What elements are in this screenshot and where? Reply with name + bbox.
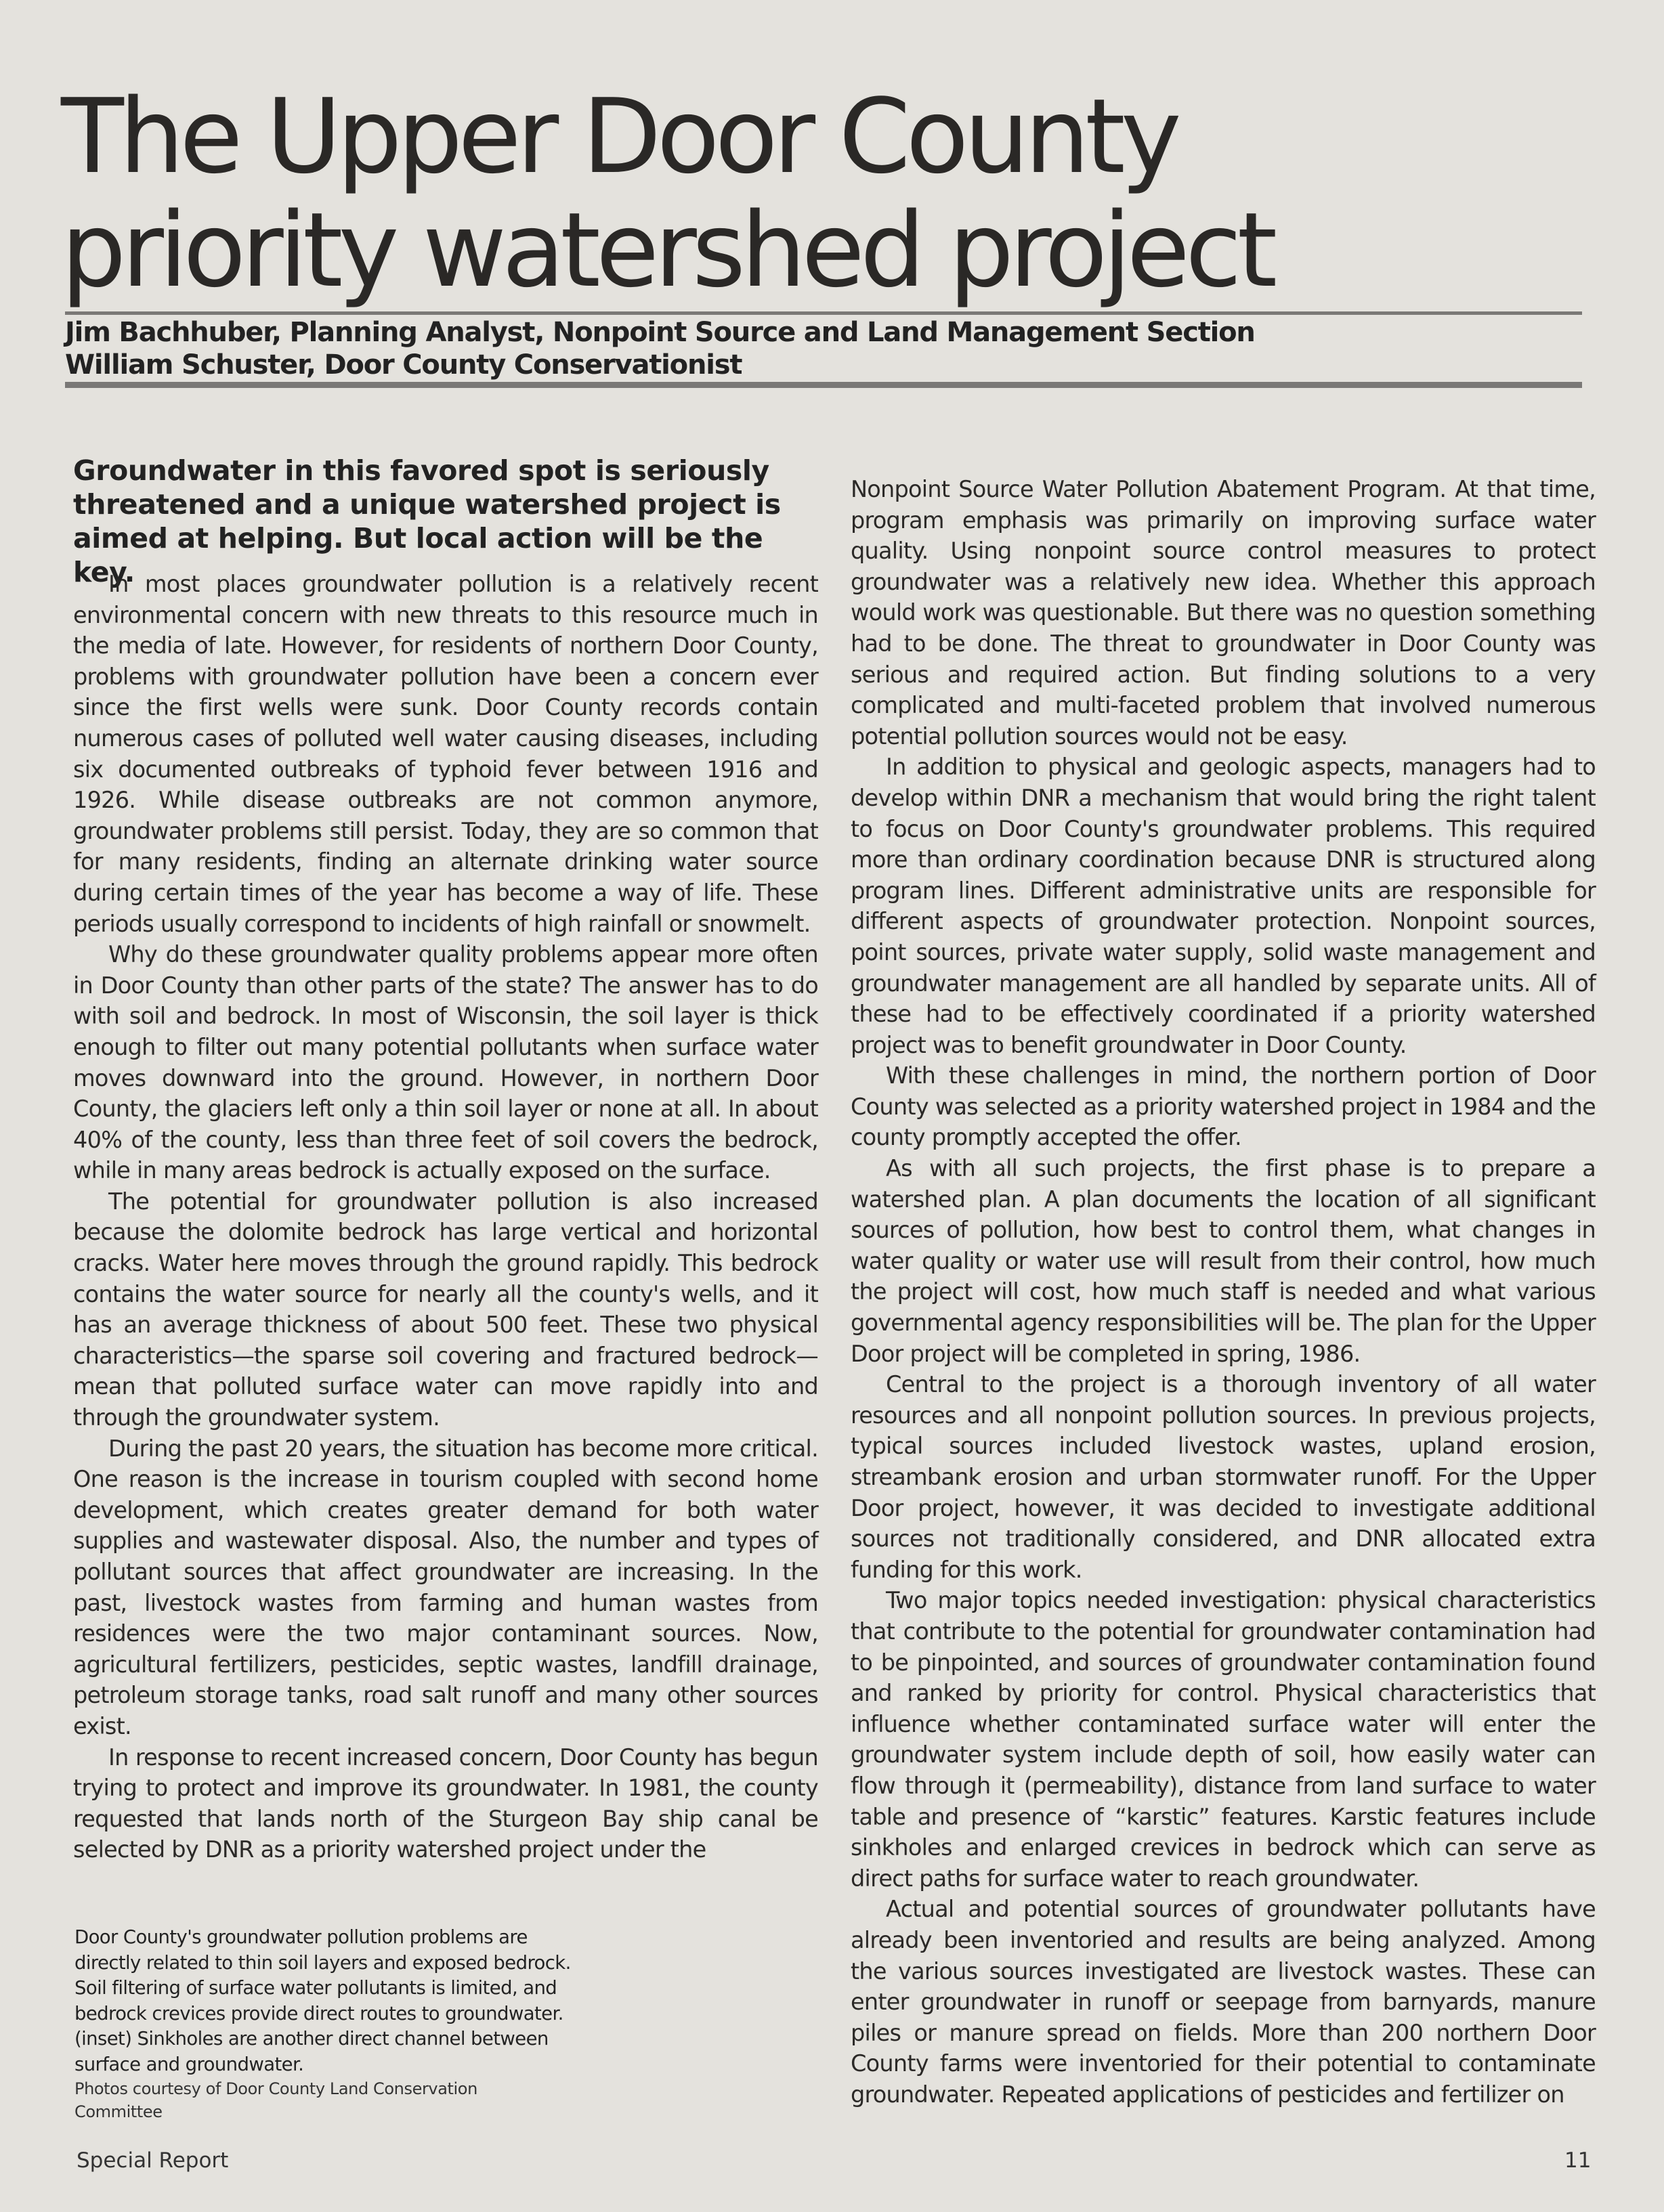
footer-section-label: Special Report [77,2148,229,2173]
title-line-2: priority watershed project [61,190,1273,310]
body-paragraph: Central to the project is a thorough inventory of all water resources and all nonpoint pollution sources. In previous projects, typical sources included livestock wastes, upland erosion, streambank erosion and urban stormwater runoff. For the Upper Door project, however, it was decided to investigate additional sources not traditionally considered, and DNR allocated extra funding for this work. [851,1371,1596,1583]
author-2: William Schuster, Door County Conservationist [65,349,742,381]
body-paragraph: With these challenges in mind, the northern portion of Door County was selected as a priority watershed project in 1984 and the county promptly accepted the offer. [851,1062,1596,1151]
body-paragraph: In most places groundwater pollution is a relatively recent environmental concern with new threats to this resource much in the media of late. However, for residents of northern Door County, problems with groundwater pollution have been a concern ever since the first wells were sunk. Door County records contain numerous cases of polluted well water causing diseases, including six documented outbreaks of typhoid fever between 1916 and 1926. While disease outbreaks are not common anymore, groundwater problems still persist. Today, they are so common that for many residents, finding an alternate drinking water source during certain times of the year has become a way of life. These periods usually correspond to incidents of high rainfall or snowmelt. [73,571,818,937]
page-title [61,77,1585,310]
photo-caption: Door County's groundwater pollution problems are directly related to thin soil layers and exposed bedrock. Soil filtering of surface water pollutants is limited, and bedrock crevices provide direct routes to groundwater. (inset) Sinkholes are another direct channel between surface and groundwater. [74,1926,571,2075]
body-paragraph: The potential for groundwater pollution is also increased because the dolomite bedrock has large vertical and horizontal cracks. Water here moves through the ground rapidly. This bedrock contains the water source for nearly all the county's wells, and it has an average thickness of about 500 feet. These two physical characteristics—the sparse soil covering and fractured bedrock—mean that polluted surface water can move rapidly into and through the groundwater system. [73,1188,818,1431]
body-paragraph: Actual and potential sources of groundwater pollutants have already been inventoried and results are being analyzed. Among the various sources investigated are livestock wastes. These can enter groundwater in runoff or seepage from barnyards, manure piles or manure spread on fields. More than 200 northern Door County farms were inventoried for their potential to contaminate groundwater. Repeated applications of pesticides and fertilizer on [851,1896,1596,2108]
body-paragraph: Why do these groundwater quality problems appear more often in Door County than other parts of the state? The answer has to do with soil and bedrock. In most of Wisconsin, the soil layer is thick enough to filter out many potential pollutants when surface water moves downward into the ground. However, in northern Door County, the glaciers left only a thin soil layer or none at all. In about 40% of the county, less than three feet of soil covers the bedrock, while in many areas bedrock is actually exposed on the surface. [73,941,818,1184]
body-paragraph: In response to recent increased concern, Door County has begun trying to protect and improve its groundwater. In 1981, the county requested that lands north of the Sturgeon Bay ship canal be selected by DNR as a priority watershed project under the [73,1743,818,1863]
body-paragraph: As with all such projects, the first phase is to prepare a watershed plan. A plan documents the location of all significant sources of pollution, how best to control them, what changes in water quality or water use will result from their control, how much the project will cost, how much staff is needed and what various governmental agency responsibilities will be. The plan for the Upper Door project will be completed in spring, 1986. [851,1155,1596,1367]
left-column [73,569,818,1865]
page-number: 11 [1564,2148,1592,2173]
body-paragraph: During the past 20 years, the situation has become more critical. One reason is the increase in tourism coupled with second home development, which creates greater demand for both water supplies and wastewater disposal. Also, the number and types of pollutant sources that affect groundwater are increasing. In the past, livestock wastes from farming and human wastes from residences were the two major contaminant sources. Now, agricultural fertilizers, pesticides, septic wastes, landfill drainage, petroleum storage tanks, road salt runoff and many other sources exist. [73,1435,818,1739]
right-column [851,474,1596,2110]
lede-paragraph: Groundwater in this favored spot is seriously threatened and a unique watershed project is aimed at helping. But local action will be the key. [73,454,781,588]
photo-credit: Photos courtesy of Door County Land Conservation Committee [74,2079,477,2121]
body-paragraph: In addition to physical and geologic aspects, managers had to develop within DNR a mechanism that would bring the right talent to focus on Door County's groundwater problems. This required more than ordinary coordination because DNR is structured along program lines. Different administrative units are responsible for different aspects of groundwater protection. Nonpoint sources, point sources, private water supply, solid waste management and groundwater management are all handled by separate units. All of these had to be effectively coordinated if a priority watershed project was to benefit groundwater in Door County. [851,754,1596,1058]
byline [65,316,1582,381]
title-line-1: The Upper Door County [61,77,1177,196]
body-paragraph: Nonpoint Source Water Pollution Abatement Program. At that time, program emphasis was primarily on improving surface water quality. Using nonpoint source control measures to protect groundwater was a relatively new idea. Whether this approach would work was questionable. But there was no question something had to be done. The threat to groundwater in Door County was serious and required action. But finding solutions to a very complicated and multi-faceted problem that involved numerous potential pollution sources would not be easy. [851,476,1596,750]
author-1: Jim Bachhuber, Planning Analyst, Nonpoint Source and Land Management Section [65,317,1255,348]
byline-top-rule [65,311,1582,315]
byline-bottom-rule [65,382,1582,388]
body-paragraph: Two major topics needed investigation: physical characteristics that contribute to the potential for groundwater contamination had to be pinpointed, and sources of groundwater contamination found and ranked by priority for control. Physical characteristics that influence whether contaminated surface water will enter the groundwater system include depth of soil, how easily water can flow through it (permeability), distance from land surface to water table and presence of “karstic” features. Karstic features include sinkholes and enlarged crevices in bedrock which can serve as direct paths for surface water to reach groundwater. [851,1587,1596,1892]
